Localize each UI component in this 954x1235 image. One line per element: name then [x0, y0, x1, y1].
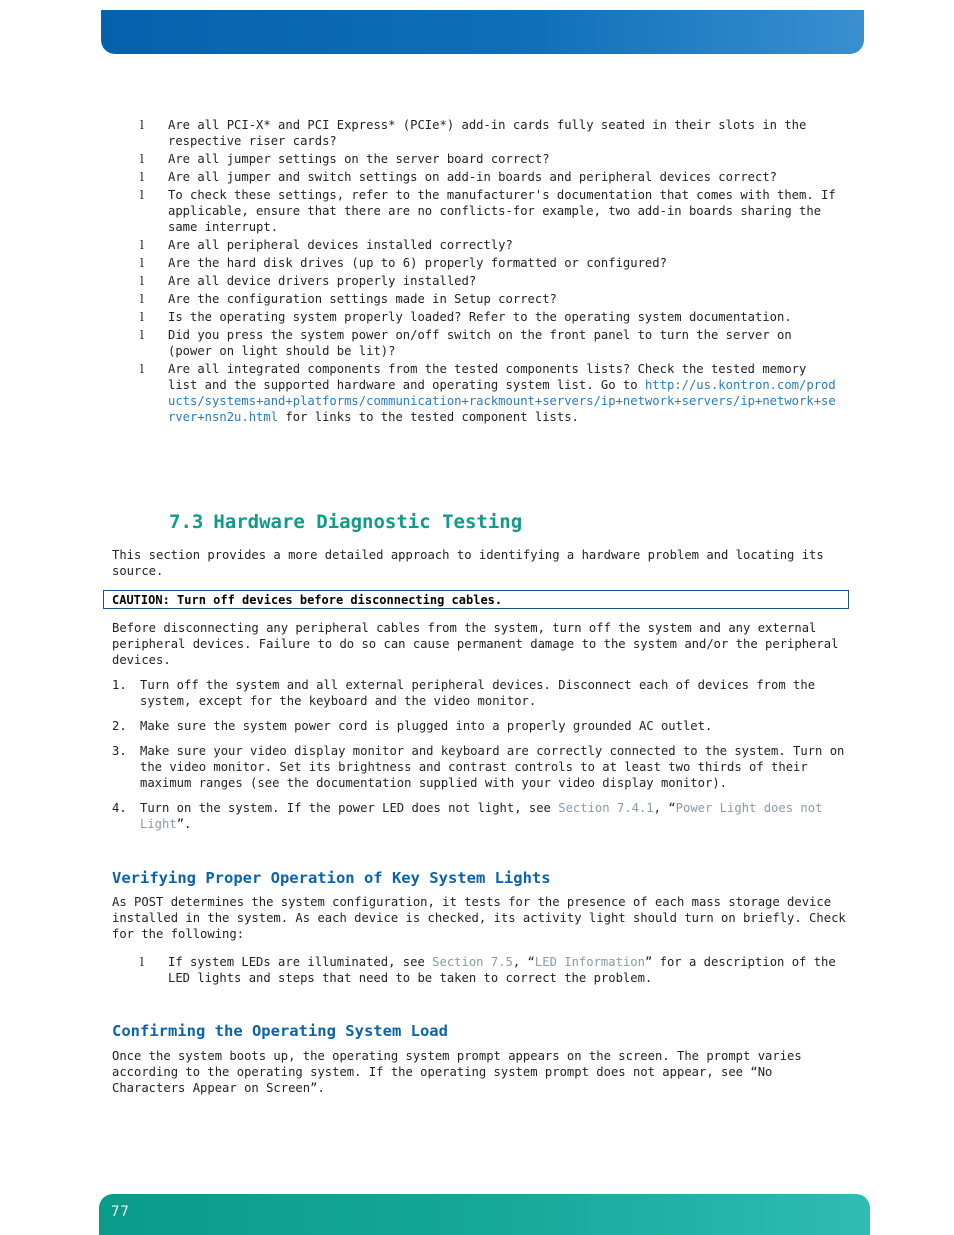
os-load-heading: Confirming the Operating System Load	[112, 1022, 448, 1040]
list-item-text: Are all jumper and switch settings on add-in boards and peripheral devices correct?	[168, 169, 778, 184]
list-item	[140, 274, 840, 290]
disconnect-warning: Before disconnecting any peripheral cables from the system, turn off the system and any external peripheral devices. Failure to do so can cause permanent damage to the system and/or the peripheral devices.	[112, 621, 839, 667]
footer-band	[99, 1194, 870, 1235]
bullet-icon: l	[140, 955, 144, 969]
bullet-icon: l	[140, 328, 144, 343]
bullet-icon: l	[140, 151, 144, 166]
list-item-text: Did you press the system power on/off switch on the front panel to turn the server on (power on light should be lit)?	[168, 328, 792, 359]
list-item-text: Are all integrated components from the tested components lists? Check the tested memory list and the supported hardware and operating system list. Go to	[168, 362, 807, 392]
list-item-text: If system LEDs are illuminated, see	[168, 955, 433, 969]
list-item	[140, 955, 840, 987]
step-item	[112, 678, 847, 710]
lights-heading: Verifying Proper Operation of Key System Lights	[112, 869, 551, 887]
list-item	[140, 256, 840, 272]
list-item	[140, 170, 840, 186]
step-number: 2.	[112, 719, 127, 734]
bullet-icon: l	[140, 310, 144, 325]
bullet-icon: l	[140, 362, 144, 377]
list-item-text-end: for links to the tested component lists.	[278, 409, 579, 424]
list-item-text-mid: , “	[512, 955, 535, 969]
step-text-end: ”.	[176, 817, 192, 832]
bullet-icon: l	[140, 237, 144, 252]
list-item	[140, 310, 840, 326]
step-item	[112, 744, 847, 791]
step-text: Turn off the system and all external peripheral devices. Disconnect each of devices from the system, except for the keyboard and the video monitor.	[140, 678, 816, 708]
step-text: Make sure your video display monitor and keyboard are correctly connected to the system. Turn on the video monitor. Set its brightness and contrast controls to at least two thirds of their maximum ranges (see the documentation supplied with your video display monitor).	[140, 744, 845, 790]
step-number: 1.	[112, 678, 127, 692]
section-intro: This section provides a more detailed approach to identifying a hardware problem and locating its source.	[112, 548, 824, 578]
list-item	[140, 152, 840, 168]
step-text-mid: , “	[653, 801, 676, 816]
list-item	[140, 328, 840, 360]
bullet-icon: l	[140, 292, 144, 307]
bullet-icon: l	[140, 188, 144, 203]
list-item-text: Are the hard disk drives (up to 6) properly formatted or configured?	[168, 255, 667, 270]
lights-list	[140, 955, 840, 987]
caution-text	[104, 591, 848, 608]
step-item	[112, 801, 847, 833]
caution-message: Turn off devices before disconnecting cables.	[169, 593, 503, 607]
led-section-ref-link[interactable]: Section 7.5	[432, 955, 513, 969]
step-number: 4.	[112, 801, 127, 816]
list-item	[140, 238, 840, 254]
list-item-text: Are all jumper settings on the server board correct?	[168, 151, 550, 166]
list-item	[140, 362, 840, 425]
component-list-link[interactable]: http://us.kontron.com/products/systems+and+platforms/communication+rackmount+servers/ip+network+servers/ip+network+server+nsn2u.html	[168, 377, 836, 424]
page-number: 77	[111, 1204, 130, 1220]
list-item-text: Are all peripheral devices installed correctly?	[168, 237, 513, 252]
list-item-text: Are all PCI-X* and PCI Express* (PCIe*) add-in cards fully seated in their slots in the respective riser cards?	[168, 118, 807, 148]
step-number: 3.	[112, 744, 127, 759]
step-item	[112, 719, 847, 735]
list-item-text: Are all device drivers properly installed?	[168, 273, 477, 288]
os-load-text: Once the system boots up, the operating system prompt appears on the screen. The prompt varies according to the operating system. If the operating system prompt does not appear, see “No Characters Appear on Screen”.	[112, 1049, 802, 1095]
list-item	[140, 118, 840, 150]
checklist	[140, 118, 840, 428]
section-title: Hardware Diagnostic Testing	[213, 511, 523, 533]
bullet-icon: l	[140, 118, 144, 132]
bullet-icon: l	[140, 255, 144, 270]
step-text: Turn on the system. If the power LED does not light, see	[140, 801, 559, 816]
list-item-text-end: ” for a description of the LED lights and steps that need to be taken to correct the problem.	[168, 955, 836, 985]
bullet-icon: l	[140, 273, 144, 288]
list-item-text: Are the configuration settings made in Setup correct?	[168, 292, 557, 307]
caution-box	[103, 590, 849, 609]
list-item-text: Is the operating system properly loaded? Refer to the operating system documentation.	[168, 310, 792, 325]
lights-text: As POST determines the system configuration, it tests for the presence of each mass storage device installed in the system. As each device is checked, its activity light should turn on briefly. Check for the following:	[112, 895, 846, 941]
section-number: 7.3	[169, 511, 204, 533]
step-text: Make sure the system power cord is plugged into a properly grounded AC outlet.	[140, 719, 713, 734]
section-heading	[169, 510, 522, 534]
section-ref-link[interactable]: Section 7.4.1	[558, 801, 654, 816]
list-item-text: To check these settings, refer to the manufacturer's documentation that comes with them. If applicable, ensure that there are no conflicts-for example, two add-in boards sharing the same interrupt.	[168, 188, 836, 234]
led-title-ref-link[interactable]: LED Information	[534, 955, 645, 969]
caution-label: CAUTION:	[112, 593, 170, 607]
header-band	[101, 10, 864, 54]
steps-list	[112, 678, 847, 842]
section-title-ref-link[interactable]: Power Light does not Light	[140, 801, 823, 832]
list-item	[140, 292, 840, 308]
bullet-icon: l	[140, 169, 144, 184]
list-item	[140, 188, 840, 235]
